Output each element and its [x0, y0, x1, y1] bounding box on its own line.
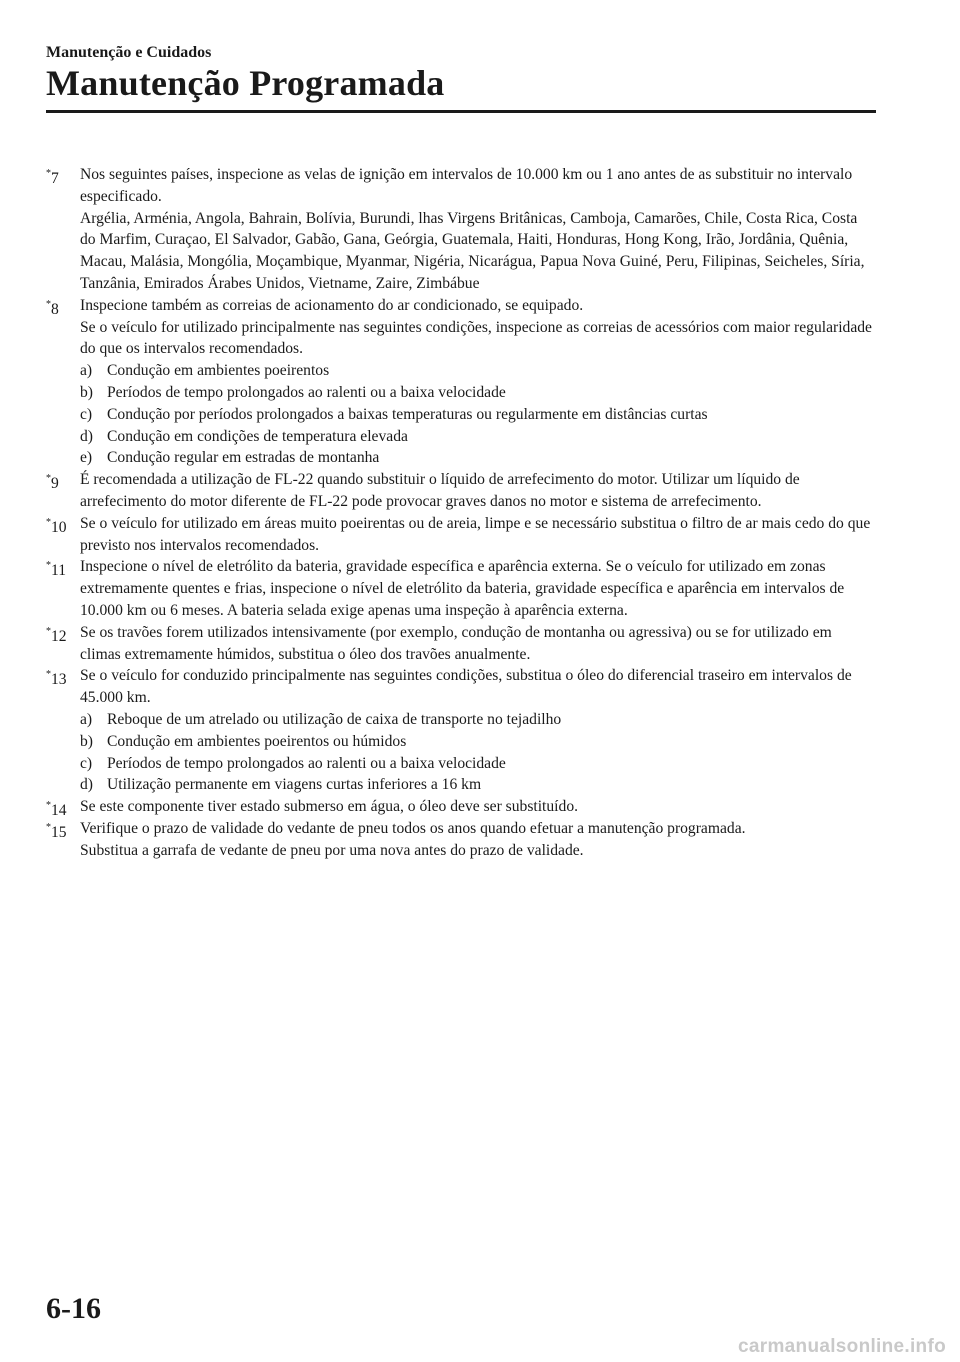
footnote-item: [46, 556, 876, 621]
footnote-marker: [46, 513, 67, 539]
footnote-asterisk: *: [46, 473, 51, 485]
subitem-text: Períodos de tempo prolongados ao ralenti ou a baixa velocidade: [107, 754, 506, 772]
footnote-paragraph: Argélia, Arménia, Angola, Bahrain, Bolívia, Burundi, lhas Virgens Britânicas, Camboja, Camarões, Chile, Costa Rica, Costa do Marfim, Curaçao, El Salvador, Gabão, Gana, Geórgia, Guatemala, Haiti, Honduras, Hong Kong, Irão, Jordânia, Quênia, Macau, Malásia, Mongólia, Moçambique, Myanmar, Nigéria, Nicarágua, Papua Nova Guiné, Peru, Filipinas, Seicheles, Síria, Tanzânia, Emirados Árabes Unidos, Vietname, Zaire, Zimbábue: [80, 209, 865, 292]
footnote-marker: [46, 622, 67, 648]
footnote-subitem: [80, 404, 876, 426]
footnote-number: 14: [51, 802, 67, 820]
subitem-letter: c): [80, 405, 93, 423]
footnote-number: 9: [51, 475, 59, 493]
footnote-item: [46, 665, 876, 796]
footnote-asterisk: *: [46, 516, 51, 528]
title-rule: [46, 110, 876, 113]
footnote-paragraph: Se o veículo for conduzido principalmente nas seguintes condições, substitua o óleo do diferencial traseiro em intervalos de 45.000 km.: [80, 667, 852, 707]
footnote-subitem: [80, 382, 876, 404]
subitem-text: Períodos de tempo prolongados ao ralenti ou a baixa velocidade: [107, 383, 506, 401]
footnote-marker: [46, 818, 67, 844]
footnote-paragraph: Verifique o prazo de validade do vedante de pneu todos os anos quando efetuar a manutenção programada.: [80, 819, 746, 837]
footnote-asterisk: *: [46, 625, 51, 637]
subitem-text: Condução em condições de temperatura elevada: [107, 427, 408, 445]
footnote-marker: [46, 164, 59, 190]
subitem-letter: a): [80, 362, 93, 380]
subitem-letter: b): [80, 732, 93, 750]
footnote-paragraph: Nos seguintes países, inspecione as velas de ignição em intervalos de 10.000 km ou 1 ano antes de as substituir no intervalo especificado.: [80, 166, 853, 205]
footnote-number: 15: [51, 824, 67, 842]
footnote-number: 8: [51, 300, 59, 318]
subitem-letter: d): [80, 776, 93, 794]
footnote-number: 7: [51, 170, 59, 188]
footnote-item: [46, 622, 876, 666]
footnote-item: [46, 818, 876, 862]
footnote-list: [46, 164, 876, 862]
section-label: Manutenção e Cuidados: [46, 44, 212, 61]
footnote-subitem: [80, 360, 876, 382]
footnote-subitem: [80, 731, 876, 753]
subitem-letter: a): [80, 710, 93, 728]
footnote-subitem: [80, 447, 876, 469]
footnote-number: 10: [51, 518, 67, 536]
footnote-paragraph: É recomendada a utilização de FL-22 quando substituir o líquido de arrefecimento do motor. Utilizar um líquido de arrefecimento do motor diferente de FL-22 pode provocar graves danos no motor e sistema de arrefecimento.: [80, 471, 800, 510]
subitem-text: Condução em ambientes poeirentos: [107, 362, 330, 380]
footnote-asterisk: *: [46, 669, 51, 681]
subitem-text: Reboque de um atrelado ou utilização de caixa de transporte no tejadilho: [107, 710, 562, 728]
footnote-marker: [46, 665, 67, 691]
subitem-letter: b): [80, 383, 93, 401]
footnote-item: [46, 164, 876, 295]
footnote-asterisk: *: [46, 168, 51, 179]
subitem-text: Utilização permanente em viagens curtas inferiores a 16 km: [107, 776, 482, 794]
footnote-subitem: [80, 774, 876, 796]
footnote-item: [46, 295, 876, 469]
footnote-subitem: [80, 753, 876, 775]
footnote-number: 11: [51, 562, 67, 580]
footnote-item: [46, 513, 876, 557]
footnote-number: 13: [51, 671, 67, 689]
footnote-paragraph: Se o veículo for utilizado em áreas muito poeirentas ou de areia, limpe e se necessário substitua o filtro de ar mais cedo do que previsto nos intervalos recomendados.: [80, 514, 871, 554]
footnote-paragraph: Inspecione o nível de eletrólito da bateria, gravidade específica e aparência externa. Se o veículo for utilizado em zonas extremamente quentes e frias, inspecione o nível de eletrólito da bateria, gravidade específica e aparência em intervalos de 10.000 km ou 6 meses. A bateria selada exige apenas uma inspeção à aparência externa.: [80, 558, 845, 619]
subitem-text: Condução regular em estradas de montanha: [107, 449, 380, 467]
footnote-asterisk: *: [46, 560, 51, 572]
footnote-asterisk: *: [46, 298, 51, 310]
subitem-text: Condução por períodos prolongados a baixas temperaturas ou regularmente em distâncias curtas: [107, 405, 708, 423]
watermark: carmanualsonline.info: [738, 1336, 946, 1357]
footnote-marker: [46, 556, 66, 582]
footnote-paragraph: Se o veículo for utilizado principalmente nas seguintes condições, inspecione as correias de acessórios com maior regularidade do que os intervalos recomendados.: [80, 318, 872, 358]
footnote-subitem: [80, 426, 876, 448]
subitem-letter: d): [80, 427, 93, 445]
footnote-paragraph: Substitua a garrafa de vedante de pneu por uma nova antes do prazo de validade.: [80, 841, 584, 859]
footnote-marker: [46, 295, 59, 321]
page-title: Manutenção Programada: [46, 63, 445, 103]
footnote-subitem: [80, 709, 876, 731]
subitem-text: Condução em ambientes poeirentos ou húmidos: [107, 732, 407, 750]
footnote-paragraph: Se este componente tiver estado submerso em água, o óleo deve ser substituído.: [80, 798, 579, 816]
footnote-number: 12: [51, 627, 67, 645]
footnote-asterisk: *: [46, 800, 51, 812]
footnote-paragraph: Inspecione também as correias de acionamento do ar condicionado, se equipado.: [80, 296, 584, 314]
footnote-item: [46, 796, 876, 818]
footnote-marker: [46, 469, 59, 495]
footnote-asterisk: *: [46, 821, 51, 833]
page-number: 6-16: [46, 1292, 101, 1325]
footnote-paragraph: Se os travões forem utilizados intensivamente (por exemplo, condução de montanha ou agressiva) ou se for utilizado em climas extremamente húmidos, substitua o óleo dos travões anualmente.: [80, 623, 832, 663]
subitem-letter: c): [80, 754, 93, 772]
subitem-letter: e): [80, 449, 93, 467]
footnote-item: [46, 469, 876, 513]
